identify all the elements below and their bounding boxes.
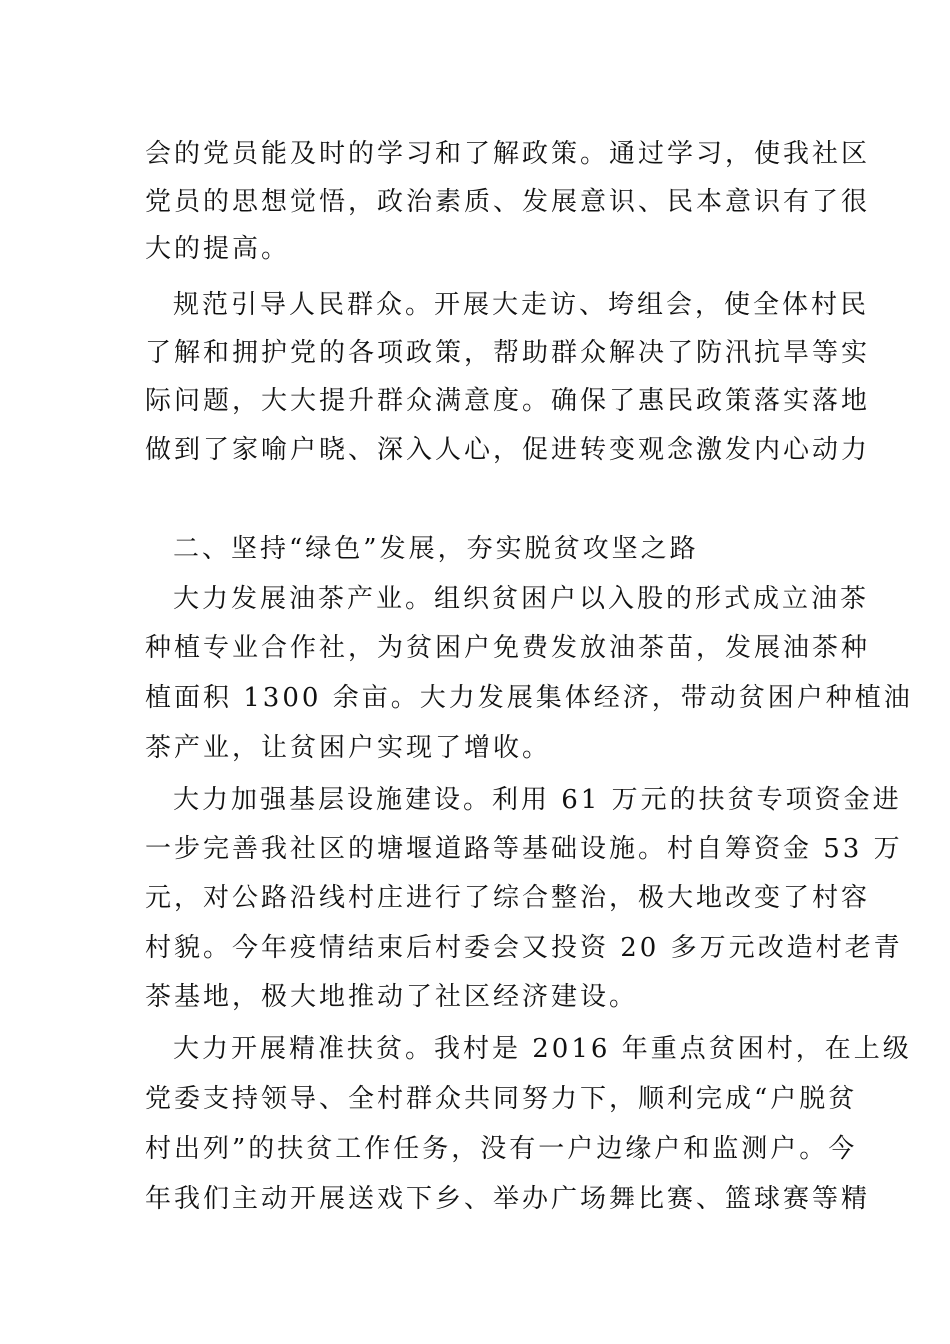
paragraph-2-line-1: 规范引导人民群众。开展大走访、垮组会，使全体村民 (173, 290, 870, 320)
paragraph-2-line-2: 了解和拥护党的各项政策，帮助群众解决了防汛抗旱等实 (145, 338, 871, 368)
paragraph-3-line-4: 茶产业，让贫困户实现了增收。 (145, 733, 552, 763)
paragraph-5-line-1: 大力开展精准扶贫。我村是 2016 年重点贫困村，在上级 (173, 1034, 912, 1064)
paragraph-3-line-2: 种植专业合作社，为贫困户免费发放油茶苗，发展油茶种 (145, 633, 871, 663)
paragraph-2-line-3: 际问题，大大提升群众满意度。确保了惠民政策落实落地 (145, 386, 871, 416)
paragraph-3-line-1: 大力发展油茶产业。组织贫困户以入股的形式成立油茶 (173, 584, 870, 614)
paragraph-4-line-3: 元，对公路沿线村庄进行了综合整治，极大地改变了村容 (145, 883, 871, 913)
paragraph-5-line-2: 党委支持领导、全村群众共同努力下，顺利完成“户脱贫 (145, 1084, 858, 1114)
paragraph-1-line-3: 大的提高。 (145, 234, 291, 264)
paragraph-4-line-2: 一步完善我社区的塘堰道路等基础设施。村自筹资金 53 万 (145, 834, 903, 864)
paragraph-4-line-4: 村貌。今年疫情结束后村委会又投资 20 多万元改造村老青 (145, 933, 903, 963)
paragraph-4-line-1: 大力加强基层设施建设。利用 61 万元的扶贫专项资金进 (173, 785, 902, 815)
paragraph-2-line-4: 做到了家喻户晓、深入人心，促进转变观念激发内心动力 (145, 435, 871, 465)
paragraph-5-line-4: 年我们主动开展送戏下乡、举办广场舞比赛、篮球赛等精 (145, 1184, 871, 1214)
paragraph-4-line-5: 茶基地，极大地推动了社区经济建设。 (145, 982, 639, 1012)
paragraph-5-line-3: 村出列”的扶贫工作任务，没有一户边缘户和监测户。今 (145, 1134, 858, 1164)
paragraph-1-line-1: 会的党员能及时的学习和了解政策。通过学习，使我社区 (145, 139, 871, 169)
paragraph-3-line-3: 植面积 1300 余亩。大力发展集体经济，带动贫困户种植油 (145, 683, 913, 713)
section-heading: 二、坚持“绿色”发展，夯实脱贫攻坚之路 (173, 534, 699, 564)
paragraph-1-line-2: 党员的思想觉悟，政治素质、发展意识、民本意识有了很 (145, 187, 871, 217)
